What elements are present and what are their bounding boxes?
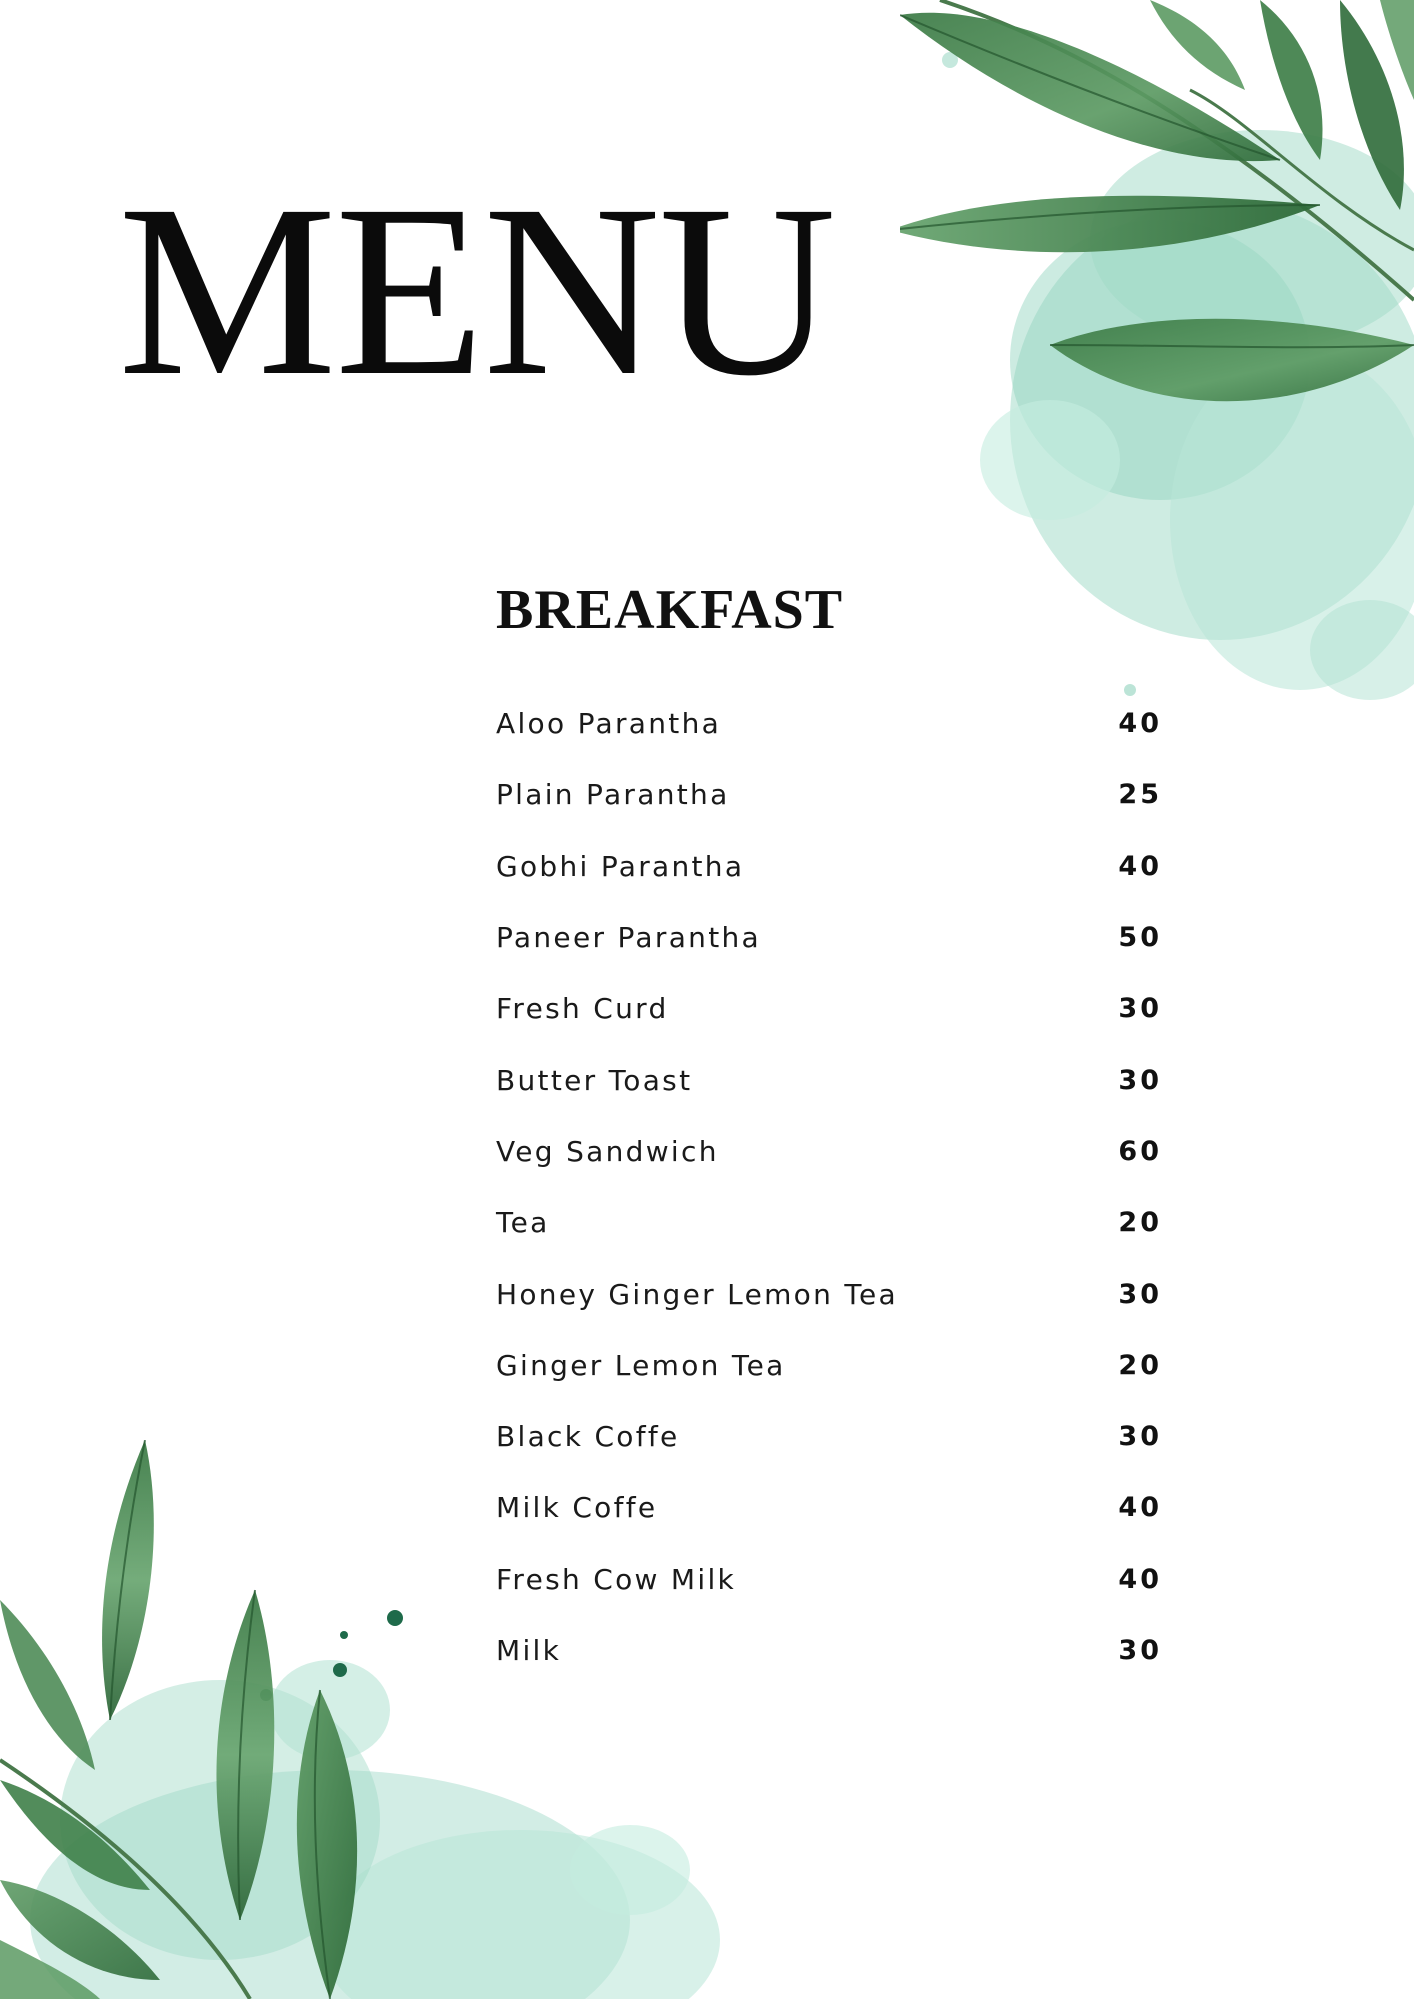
leaf-branch [0, 1440, 357, 1999]
menu-items-list [496, 688, 1162, 1686]
menu-item-price: 20 [1118, 1207, 1162, 1239]
menu-item-name: Paneer Parantha [496, 921, 761, 955]
menu-item [496, 688, 1162, 759]
menu-item-name: Aloo Parantha [496, 707, 722, 741]
menu-item [496, 759, 1162, 830]
menu-item-price: 60 [1118, 1135, 1162, 1167]
menu-item-price: 30 [1118, 1278, 1162, 1310]
menu-item [496, 1258, 1162, 1329]
menu-item-price: 40 [1118, 708, 1162, 740]
menu-item-price: 20 [1118, 1349, 1162, 1381]
menu-item-name: Plain Parantha [496, 778, 730, 812]
menu-item [496, 1544, 1162, 1615]
menu-item-price: 30 [1118, 1635, 1162, 1666]
menu-item-price: 30 [1118, 1421, 1162, 1453]
menu-title: MENU [118, 155, 835, 427]
menu-item-name: Honey Ginger Lemon Tea [496, 1277, 898, 1311]
menu-item-name: Fresh Cow Milk [496, 1562, 737, 1596]
leaf-branch [900, 0, 1414, 401]
menu-item [496, 973, 1162, 1044]
menu-item [496, 1401, 1162, 1472]
menu-section-breakfast [496, 574, 1162, 1667]
menu-item [496, 902, 1162, 973]
menu-item-name: Fresh Curd [496, 992, 669, 1026]
menu-item [496, 1472, 1162, 1543]
menu-item [496, 1330, 1162, 1401]
menu-item [496, 1116, 1162, 1187]
menu-item-name: Butter Toast [496, 1063, 693, 1097]
section-title: BREAKFAST [496, 579, 844, 641]
menu-item [496, 1615, 1162, 1686]
menu-item-price: 30 [1118, 1064, 1162, 1096]
menu-item-price: 40 [1118, 1492, 1162, 1524]
menu-item [496, 1044, 1162, 1115]
menu-item-name: Veg Sandwich [496, 1134, 719, 1168]
menu-item-price: 40 [1118, 1563, 1162, 1595]
menu-item-name: Milk [496, 1634, 562, 1667]
menu-item-name: Black Coffe [496, 1420, 680, 1454]
menu-item-price: 50 [1118, 922, 1162, 954]
menu-item-name: Gobhi Parantha [496, 849, 745, 883]
menu-item-name: Ginger Lemon Tea [496, 1348, 786, 1382]
menu-item-name: Milk Coffe [496, 1491, 658, 1525]
menu-item-price: 40 [1118, 850, 1162, 882]
menu-item-price: 30 [1118, 993, 1162, 1025]
menu-item-name: Tea [496, 1206, 550, 1240]
menu-item [496, 1187, 1162, 1258]
menu-item [496, 831, 1162, 902]
menu-item-price: 25 [1118, 779, 1162, 811]
